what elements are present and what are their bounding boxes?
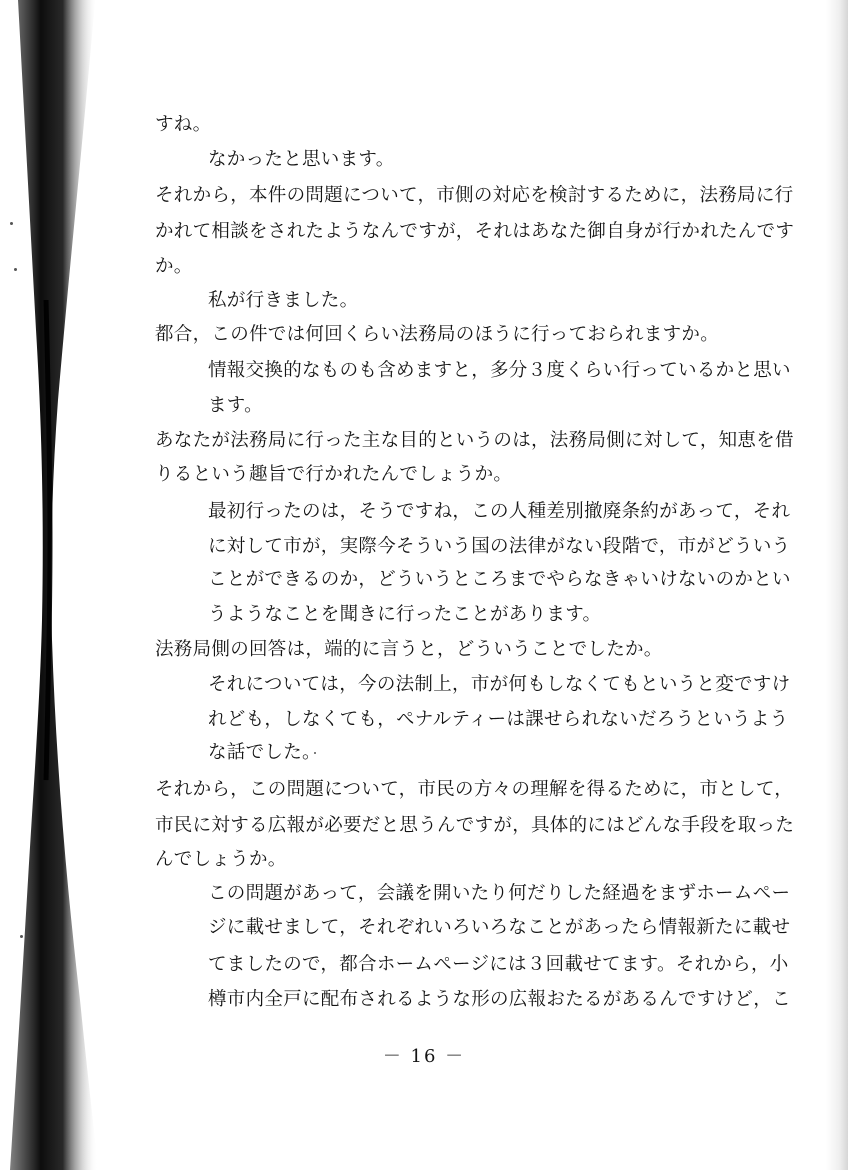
answer-line: な話でした。 (208, 742, 321, 763)
answer-line: なかったと思います。 (208, 149, 395, 170)
answer-line: ジに載せまして，それぞれいろいろなことがあったら情報新たに載せ (208, 917, 791, 938)
question-line: りるという趣旨で行かれたんでしょうか。 (155, 464, 513, 485)
question-line: かれて相談をされたようなんですが，それはあなた御自身が行かれたんです (155, 221, 795, 242)
answer-line: に対して市が，実際今そういう国の法律がない段階で，市がどういう (208, 536, 791, 557)
question-line: んでしょうか。 (155, 849, 287, 870)
answer-line: ます。 (208, 395, 263, 416)
question-line: それから，この問題について，市民の方々の理解を得るために，市として， (155, 779, 794, 800)
question-line: 都合，この件では何回くらい法務局のほうに行っておられますか。 (155, 324, 720, 345)
answer-line: れども，しなくても，ペナルティーは課せられないだろうというよう (208, 709, 789, 730)
answer-line: この問題があって，会議を開いたり何だりした経過をまずホームペー (208, 883, 791, 904)
answer-line: 情報交換的なものも含めますと，多分３度くらい行っているかと思い (208, 360, 791, 381)
answer-line: 最初行ったのは，そうですね，この人種差別撤廃条約があって，それ (208, 501, 791, 522)
question-line: あなたが法務局に行った主な目的というのは，法務局側に対して，知恵を借 (155, 430, 794, 451)
question-line: すね。 (155, 114, 212, 135)
answer-line: うようなことを聞きに行ったことがあります。 (208, 604, 602, 625)
answer-line: 私が行きました。 (208, 290, 359, 311)
question-line: それから，本件の問題について，市側の対応を検討するために，法務局に行 (155, 185, 794, 206)
answer-line: 樽市内全戸に配布されるような形の広報おたるがあるんですけど，こ (208, 989, 791, 1010)
question-line: か。 (155, 256, 193, 277)
page-number: － 16 － (382, 1046, 466, 1067)
answer-line: それについては，今の法制上，市が何もしなくてもというと変ですけ (208, 674, 791, 695)
answer-line: てましたので，都合ホームページには３回載せてます。それから，小 (208, 954, 789, 975)
answer-line: ことができるのか，どういうところまでやらなきゃいけないのかとい (208, 569, 791, 590)
question-line: 市民に対する広報が必要だと思うんですが，具体的にはどんな手段を取った (155, 815, 795, 836)
question-line: 法務局側の回答は，端的に言うと，どういうことでしたか。 (155, 639, 663, 660)
